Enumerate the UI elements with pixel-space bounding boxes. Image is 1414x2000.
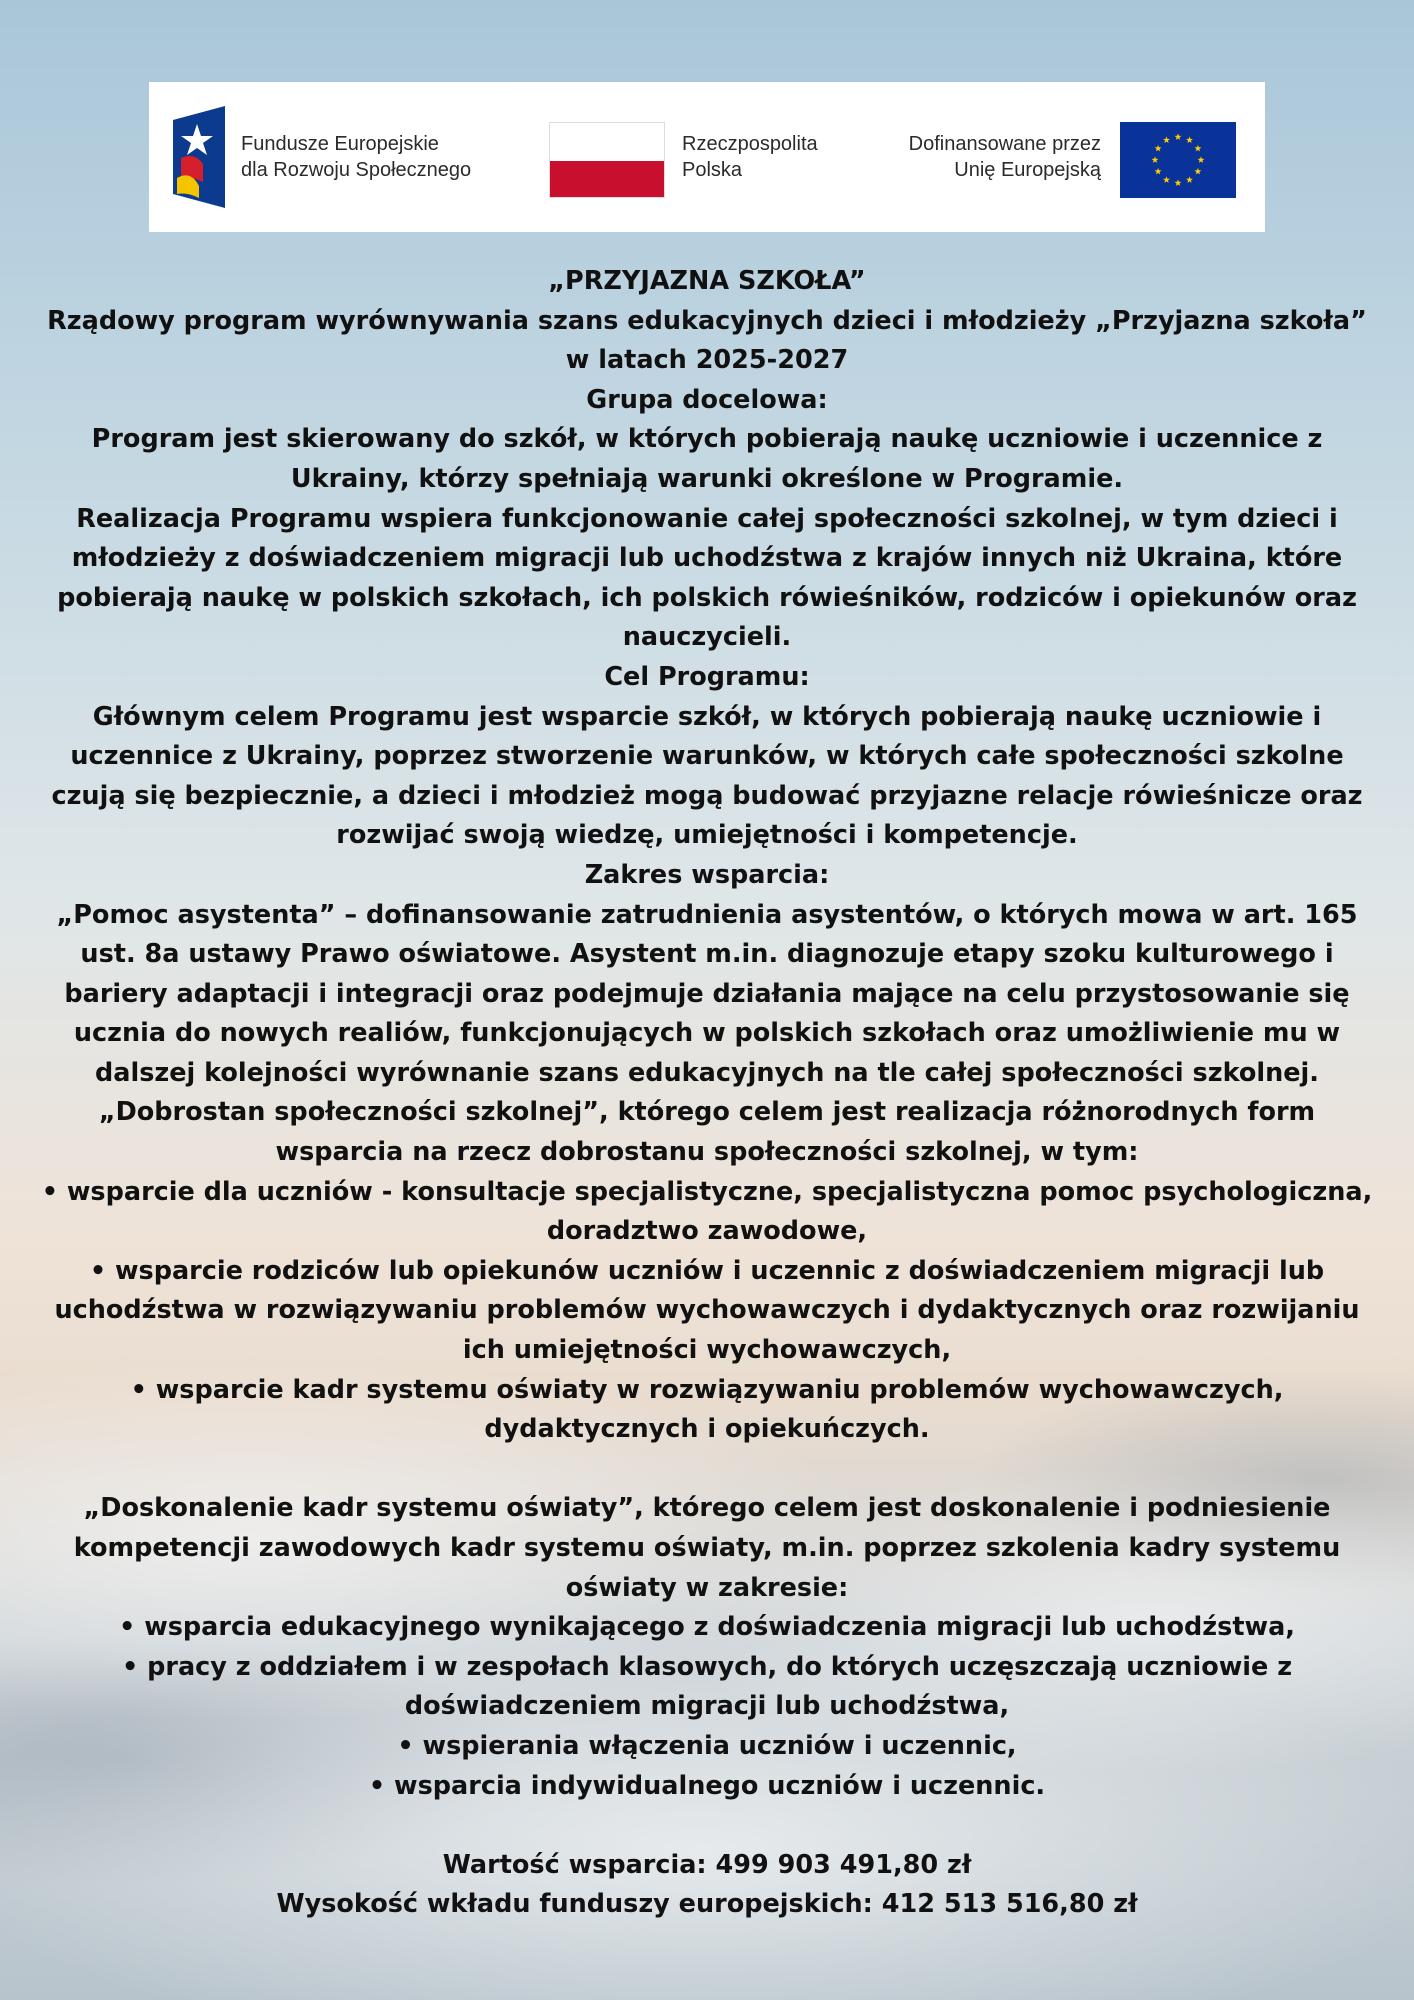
program-name: Rządowy program wyrównywania szans edukacyjnych dzieci i młodzieży „Przyjazna szkoła” w latach 2025-2027 <box>47 305 1367 376</box>
spacer <box>40 1806 1374 1846</box>
eu-label-line-1: Dofinansowane przez <box>908 133 1101 155</box>
funding-logos-bar <box>149 82 1265 232</box>
eu-flag-icon <box>1120 122 1236 198</box>
goal-paragraph: Głównym celem Programu jest wsparcie szkół, w których pobierają naukę uczniowie i uczennice z Ukrainy, poprzez stworzenie warunków, w których całe społeczności szkolne czują się bezpiecznie, a dzieci i młodzież mogą budować przyjazne relacje rówieśnicze oraz rozwijać swoją wiedzę, umiejętności i kompetencje. <box>51 701 1363 851</box>
fe-label-line-2: dla Rozwoju Społecznego <box>241 159 472 181</box>
fundusze-europejskie-logo-icon <box>173 106 225 208</box>
goal-heading: Cel Programu: <box>604 661 810 692</box>
pl-label-line-1: Rzeczpospolita <box>682 133 818 155</box>
assistant-support-paragraph: „Pomoc asystenta” – dofinansowanie zatrudnienia asystentów, o których mowa w art. 165 ust. 8a ustawy Prawo oświatowe. Asystent m.in. diagnozuje etapy szoku kulturowego i bariery adaptacji i integracji oraz podejmuje działania mające na celu przystosowanie się ucznia do nowych realiów, funkcjonujących w polskich szkołach oraz umożliwienie mu w dalszej kolejności wyrównanie szans edukacyjnych na tle całej społeczności szkolnej. <box>56 899 1358 1088</box>
support-value: Wartość wsparcia: 499 903 491,80 zł <box>442 1849 972 1880</box>
wellbeing-list-item: • wsparcie rodziców lub opiekunów uczniów i uczennic z doświadczeniem migracji lub uchodźstwa w rozwiązywaniu problemów wychowawczych i dydaktycznych oraz rozwijaniu ich umiejętności wychowawczych, <box>54 1255 1360 1366</box>
polish-flag-icon <box>549 122 665 198</box>
rzeczpospolita-polska-label <box>682 131 818 183</box>
program-description <box>40 262 1374 1925</box>
wellbeing-list-item: • wsparcie dla uczniów - konsultacje specjalistyczne, specjalistyczna pomoc psychologiczna, doradztwo zawodowe, <box>41 1176 1373 1247</box>
target-group-paragraph-2: Realizacja Programu wspiera funkcjonowanie całej społeczności szkolnej, w tym dzieci i młodzieży z doświadczeniem migracji lub uchodźstwa z krajów innych niż Ukraina, które pobierają naukę w polskich szkołach, ich polskich rówieśników, rodziców i opiekunów oraz nauczycieli. <box>57 503 1357 653</box>
eu-label-line-2: Unię Europejską <box>954 159 1101 181</box>
page-title: „PRZYJAZNA SZKOŁA” <box>548 266 866 296</box>
staff-development-paragraph: „Doskonalenie kadr systemu oświaty”, którego celem jest doskonalenie i podniesienie kompetencji zawodowych kadr systemu oświaty, m.in. poprzez szkolenia kadry systemu oświaty w zakresie: <box>73 1493 1341 1603</box>
staff-list-item: • wspierania włączenia uczniów i uczennic, <box>397 1730 1017 1761</box>
eu-cofinanced-label <box>909 131 1101 183</box>
scope-heading: Zakres wsparcia: <box>584 859 830 890</box>
fundusze-europejskie-label <box>241 131 471 183</box>
wellbeing-paragraph: „Dobrostan społeczności szkolnej”, którego celem jest realizacja różnorodnych form wsparcia na rzecz dobrostanu społeczności szkolnej, w tym: <box>98 1097 1316 1168</box>
target-group-heading: Grupa docelowa: <box>586 384 828 415</box>
fe-label-line-1: Fundusze Europejskie <box>241 133 439 155</box>
pl-label-line-2: Polska <box>682 159 743 181</box>
staff-list-item: • pracy z oddziałem i w zespołach klasowych, do których uczęszczają uczniowie z doświadczeniem migracji lub uchodźstwa, <box>121 1651 1293 1722</box>
eu-funds-share: Wysokość wkładu funduszy europejskich: 412 513 516,80 zł <box>276 1889 1138 1920</box>
staff-list-item: • wsparcia indywidualnego uczniów i uczennic. <box>368 1770 1046 1801</box>
target-group-paragraph-1: Program jest skierowany do szkół, w których pobierają naukę uczniowie i uczennice z Ukrainy, którzy spełniają warunki określone w Programie. <box>91 424 1323 494</box>
spacer <box>40 1450 1374 1490</box>
wellbeing-list-item: • wsparcie kadr systemu oświaty w rozwiązywaniu problemów wychowawczych, dydaktycznych i opiekuńczych. <box>130 1374 1284 1445</box>
staff-list-item: • wsparcia edukacyjnego wynikającego z doświadczenia migracji lub uchodźstwa, <box>119 1612 1295 1643</box>
